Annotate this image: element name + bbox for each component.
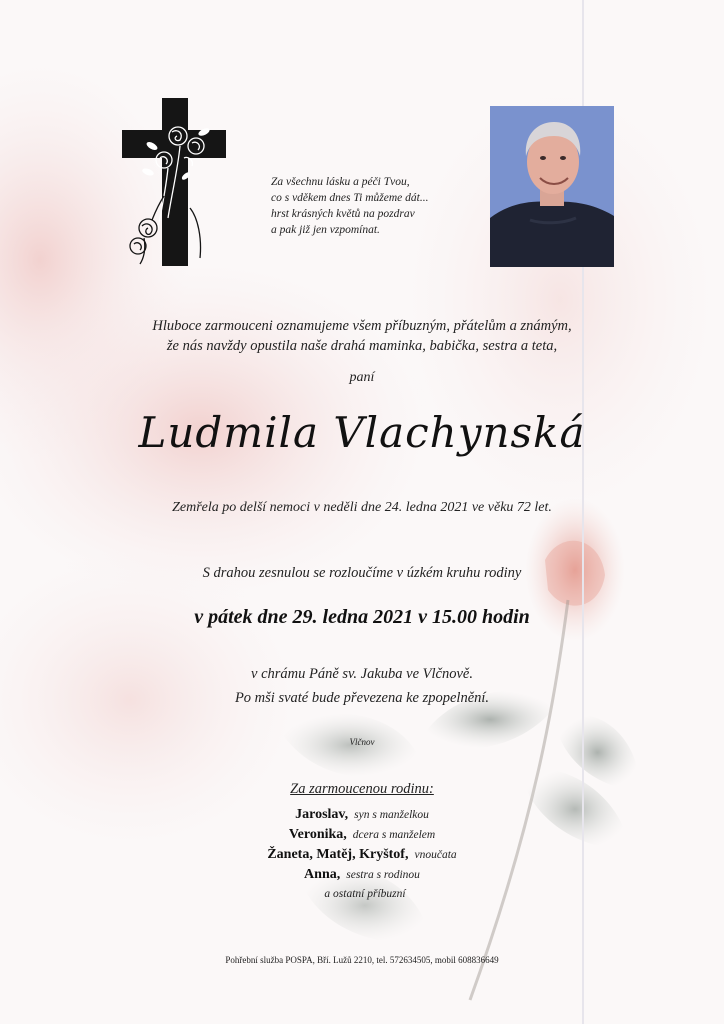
- deceased-name: Ludmila Vlachynská: [138, 408, 586, 457]
- farewell-intro: S drahou zesnulou se rozloučíme v úzkém kruhu rodiny: [202, 565, 522, 581]
- intro-line: Hluboce zarmouceni oznamujeme všem příbuzným, přátelům a známým,: [152, 318, 572, 334]
- family-member-relation: sestra s rodinou: [346, 869, 420, 881]
- family-member-names: Anna,: [304, 867, 341, 882]
- town-name: Vlčnov: [349, 737, 375, 747]
- intro-line: že nás navždy opustila naše drahá maminka, babička, sestra a teta,: [166, 338, 558, 354]
- family-member-relation: dcera s manželem: [352, 829, 436, 841]
- funeral-service-footer: Pohřební služba POSPA, Bří. Lužů 2210, tel. 572634505, mobil 608836649: [225, 955, 499, 965]
- poem-line: hrst krásných květů na pozdrav: [271, 208, 415, 220]
- title-word: paní: [349, 370, 375, 385]
- poem-line: Za všechnu lásku a péči Tvou,: [271, 176, 410, 188]
- family-member-row: [0, 865, 724, 883]
- poem-line: a pak již jen vzpomínat.: [271, 224, 380, 236]
- family-member-relation: vnoučata: [414, 849, 457, 861]
- announcement-intro: [0, 316, 724, 356]
- place-line: v chrámu Páně sv. Jakuba ve Vlčnově.: [251, 666, 473, 682]
- portrait-photo: [490, 106, 614, 267]
- family-member-relation: syn s manželkou: [354, 809, 429, 821]
- place-line: Po mši svaté bude převezena ke zpopelnění.: [234, 690, 490, 706]
- family-member-names: Žaneta, Matěj, Kryštof,: [267, 847, 409, 862]
- family-member-row: [0, 825, 724, 843]
- family-member-names: Jaroslav,: [295, 807, 349, 822]
- family-member-row: [0, 845, 724, 863]
- family-member-row: [0, 805, 724, 823]
- ceremony-time: v pátek dne 29. ledna 2021 v 15.00 hodin: [194, 606, 530, 628]
- family-member-names: Veronika,: [288, 827, 347, 842]
- family-member-relation: a ostatní příbuzní: [324, 888, 406, 900]
- ceremony-place: [0, 662, 724, 710]
- cross-with-roses-icon: [122, 98, 226, 268]
- family-member-row: [0, 884, 724, 902]
- poem-line: co s vděkem dnes Ti můžeme dát...: [271, 192, 429, 204]
- memorial-poem: [271, 174, 428, 238]
- death-notice: Zemřela po delší nemoci v neděli dne 24. ledna 2021 ve věku 72 let.: [172, 500, 552, 515]
- signature-heading: Za zarmoucenou rodinu:: [290, 781, 434, 797]
